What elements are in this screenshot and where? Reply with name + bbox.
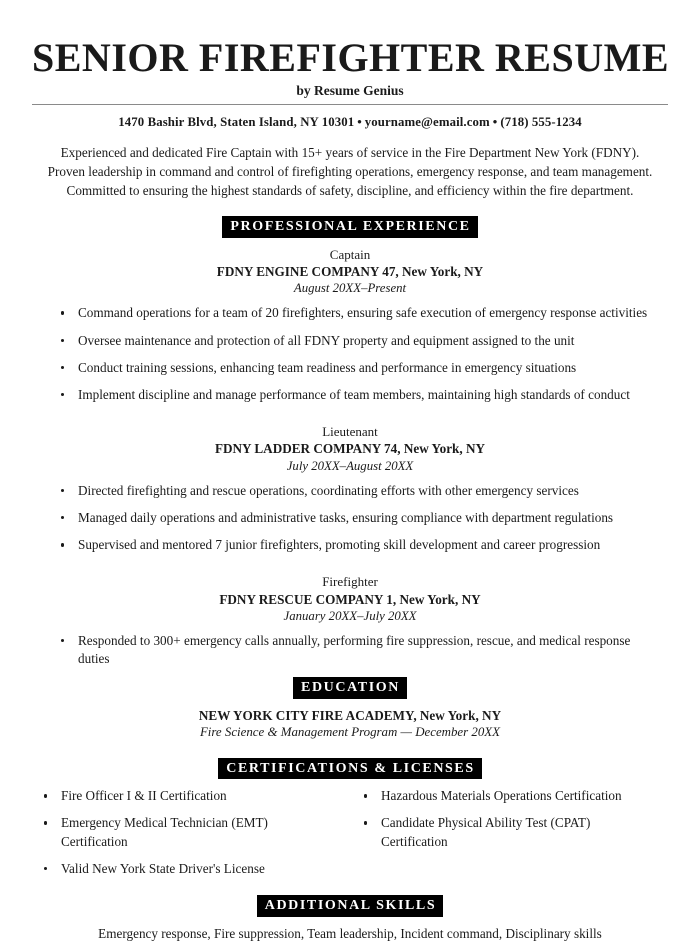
section-heading-experience: PROFESSIONAL EXPERIENCE (222, 216, 477, 238)
certifications-heading-wrap (32, 758, 668, 780)
job-title: Lieutenant (322, 424, 378, 440)
certifications-column-right (350, 787, 668, 887)
certifications-column-left (32, 787, 350, 887)
professional-summary: Experienced and dedicated Fire Captain with 15+ years of service in the Fire Department New York (FDNY). Proven leadership in command and control of firefighting operations, emergency response, and team management. Committed to ensuring the highest standards of safety, discipline, and efficiency within the fire department. (47, 145, 653, 198)
section-professional-experience (32, 216, 668, 668)
section-education (32, 677, 668, 741)
contact-separator-2: • (492, 115, 498, 130)
school-name: NEW YORK CITY FIRE ACADEMY, New York, NY (198, 707, 502, 723)
section-heading-certifications: CERTIFICATIONS & LICENSES (218, 758, 482, 780)
experience-entry-header (32, 246, 668, 297)
employment-dates: August 20XX–Present (293, 281, 407, 296)
experience-entry (32, 423, 668, 554)
experience-entry (32, 573, 668, 668)
contact-line (32, 115, 668, 130)
responsibility-list (32, 632, 668, 668)
contact-email[interactable]: yourname@email.com (364, 115, 490, 130)
entry-spacer (32, 413, 668, 423)
education-entry (32, 707, 668, 742)
list-item: Supervised and mentored 7 junior firefighters, promoting skill development and career progression (32, 536, 668, 554)
employer-name: FDNY LADDER COMPANY 74, New York, NY (214, 441, 486, 457)
list-item: Directed firefighting and rescue operations, coordinating efforts with other emergency services (32, 482, 668, 500)
skills-list: Emergency response, Fire suppression, Team leadership, Incident command, Disciplinary skills (98, 925, 602, 941)
experience-heading-wrap (32, 216, 668, 238)
list-item: Valid New York State Driver's License (32, 860, 350, 878)
list-item: Conduct training sessions, enhancing team readiness and performance in emergency situations (32, 359, 668, 377)
contact-address: 1470 Bashir Blvd, Staten Island, NY 10301 (118, 115, 355, 130)
experience-entry-header (32, 573, 668, 624)
degree-program: Fire Science & Management Program — December 20XX (199, 725, 501, 740)
section-certifications (32, 758, 668, 887)
contact-phone[interactable]: (718) 555-1234 (500, 115, 582, 130)
employer-name: FDNY ENGINE COMPANY 47, New York, NY (216, 264, 484, 280)
employment-dates: July 20XX–August 20XX (286, 458, 414, 473)
experience-entry-header (32, 423, 668, 474)
list-item: Candidate Physical Ability Test (CPAT) Certification (350, 814, 668, 850)
experience-entry (32, 246, 668, 404)
certification-list (350, 787, 668, 851)
education-heading-wrap (32, 677, 668, 699)
section-additional-skills (32, 895, 668, 943)
section-heading-education: EDUCATION (293, 677, 407, 699)
list-item: Managed daily operations and administrative tasks, ensuring compliance with department regulations (32, 509, 668, 527)
responsibility-list (32, 482, 668, 555)
responsibility-list (32, 304, 668, 404)
section-heading-skills: ADDITIONAL SKILLS (257, 895, 444, 917)
certifications-columns (32, 787, 668, 887)
resume-header (32, 36, 668, 130)
certification-list (32, 787, 350, 878)
header-divider (32, 104, 668, 105)
list-item: Oversee maintenance and protection of all FDNY property and equipment assigned to the unit (32, 332, 668, 350)
list-item: Command operations for a team of 20 firefighters, ensuring safe execution of emergency response activities (32, 304, 668, 322)
employment-dates: January 20XX–July 20XX (283, 608, 417, 623)
list-item: Hazardous Materials Operations Certification (350, 787, 668, 805)
job-title: Firefighter (322, 574, 378, 590)
employer-name: FDNY RESCUE COMPANY 1, New York, NY (219, 591, 481, 607)
page-title: SENIOR FIREFIGHTER RESUME (32, 35, 670, 80)
list-item: Fire Officer I & II Certification (32, 787, 350, 805)
byline: by Resume Genius (296, 83, 404, 99)
job-title: Captain (329, 246, 371, 262)
contact-separator-1: • (357, 115, 362, 130)
list-item: Responded to 300+ emergency calls annually, performing fire suppression, rescue, and medical response duties (32, 632, 668, 668)
list-item: Emergency Medical Technician (EMT) Certification (32, 814, 350, 850)
list-item: Implement discipline and manage performance of team members, maintaining high standards of conduct (32, 386, 668, 404)
entry-spacer (32, 563, 668, 573)
